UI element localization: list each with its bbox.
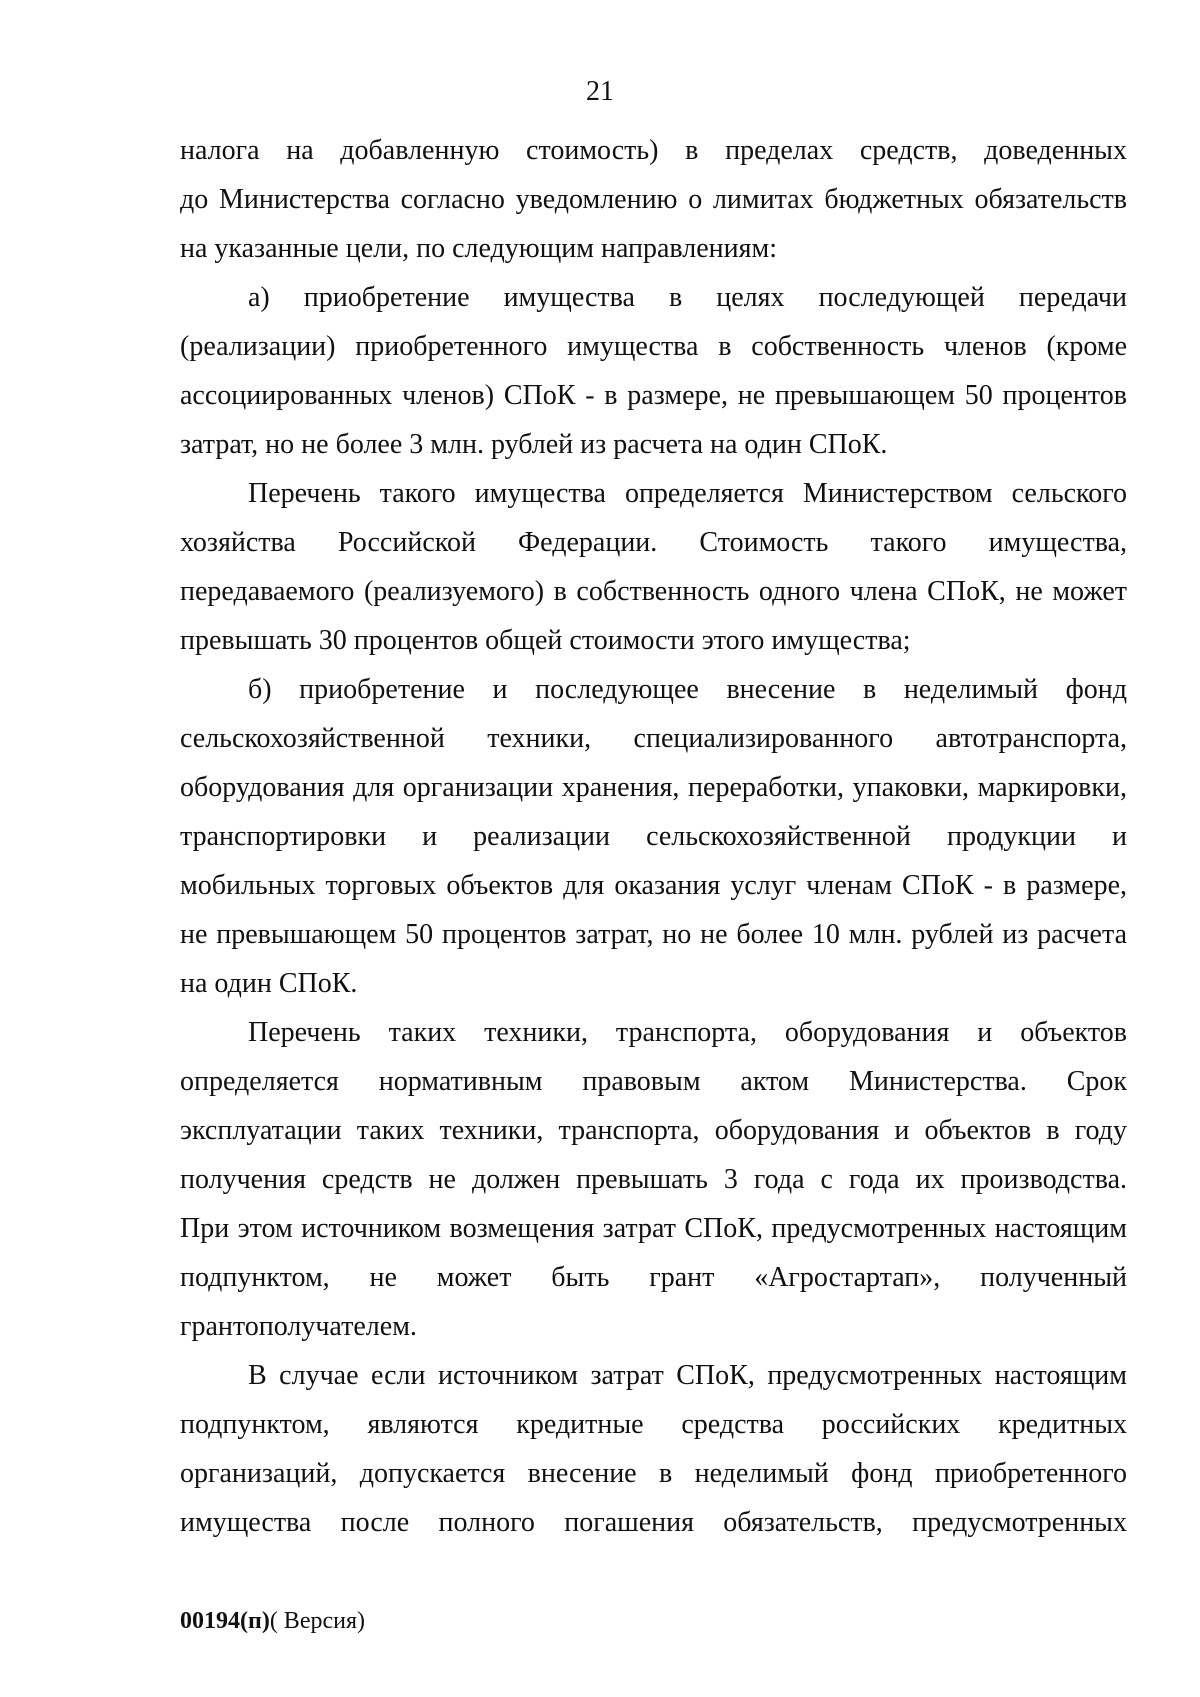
text-line: сельскохозяйственной техники, специализированного автотранспорта, [180,723,1127,754]
text-line: ассоциированных членов) СПоК - в размере, не превышающем 50 процентов [180,380,1127,411]
text-line: Перечень такого имущества определяется Министерством сельского [248,478,1127,509]
text-line: (реализации) приобретенного имущества в собственность членов (кроме [180,331,1127,362]
text-line: подпунктом, не может быть грант «Агростартап», полученный [180,1262,1127,1293]
text-line: получения средств не должен превышать 3 года с года их производства. [180,1164,1127,1195]
text-line: не превышающем 50 процентов затрат, но не более 10 млн. рублей из расчета [180,919,1127,950]
text-line: имущества после полного погашения обязательств, предусмотренных [180,1507,1127,1538]
paragraph-property-list [180,469,1127,665]
document-footer [180,1604,365,1638]
text-line: до Министерства согласно уведомлению о лимитах бюджетных обязательств [180,184,1127,215]
text-line: транспортировки и реализации сельскохозяйственной продукции и [180,821,1127,852]
text-line: мобильных торговых объектов для оказания услуг членам СПоК - в размере, [180,870,1127,901]
text-line: В случае если источником затрат СПоК, предусмотренных настоящим [248,1360,1127,1391]
text-line: Перечень таких техники, транспорта, оборудования и объектов [248,1017,1127,1048]
text-line: грантополучателем. [180,1311,417,1342]
text-line: хозяйства Российской Федерации. Стоимость такого имущества, [180,527,1127,558]
paragraph-item-a [180,273,1127,469]
page-number: 21 [586,76,614,107]
text-line: на указанные цели, по следующим направлениям: [180,233,778,264]
text-line: организаций, допускается внесение в неделимый фонд приобретенного [180,1458,1127,1489]
text-line: При этом источником возмещения затрат СПоК, предусмотренных настоящим [180,1213,1127,1244]
paragraph-item-b [180,665,1127,1008]
text-line: превышать 30 процентов общей стоимости этого имущества; [180,625,911,656]
text-line: затрат, но не более 3 млн. рублей из расчета на один СПоК. [180,429,888,460]
text-line: определяется нормативным правовым актом Министерства. Срок [180,1066,1127,1097]
text-line: подпунктом, являются кредитные средства российских кредитных [180,1409,1127,1440]
document-body [180,126,1127,1547]
text-line: б) приобретение и последующее внесение в неделимый фонд [248,674,1127,705]
paragraph-credit-funds [180,1351,1127,1547]
text-line: передаваемого (реализуемого) в собственность одного члена СПоК, не может [180,576,1127,607]
text-line: а) приобретение имущества в целях последующей передачи [248,282,1127,313]
text-line: на один СПоК. [180,968,358,999]
text-line: эксплуатации таких техники, транспорта, оборудования и объектов в году [180,1115,1127,1146]
paragraph-intro [180,126,1127,273]
text-line: оборудования для организации хранения, переработки, упаковки, маркировки, [180,772,1127,803]
document-version: ( Версия) [269,1608,365,1634]
text-line: налога на добавленную стоимость) в пределах средств, доведенных [180,135,1127,166]
document-code: 00194(п) [180,1608,270,1634]
paragraph-equipment-list [180,1008,1127,1351]
